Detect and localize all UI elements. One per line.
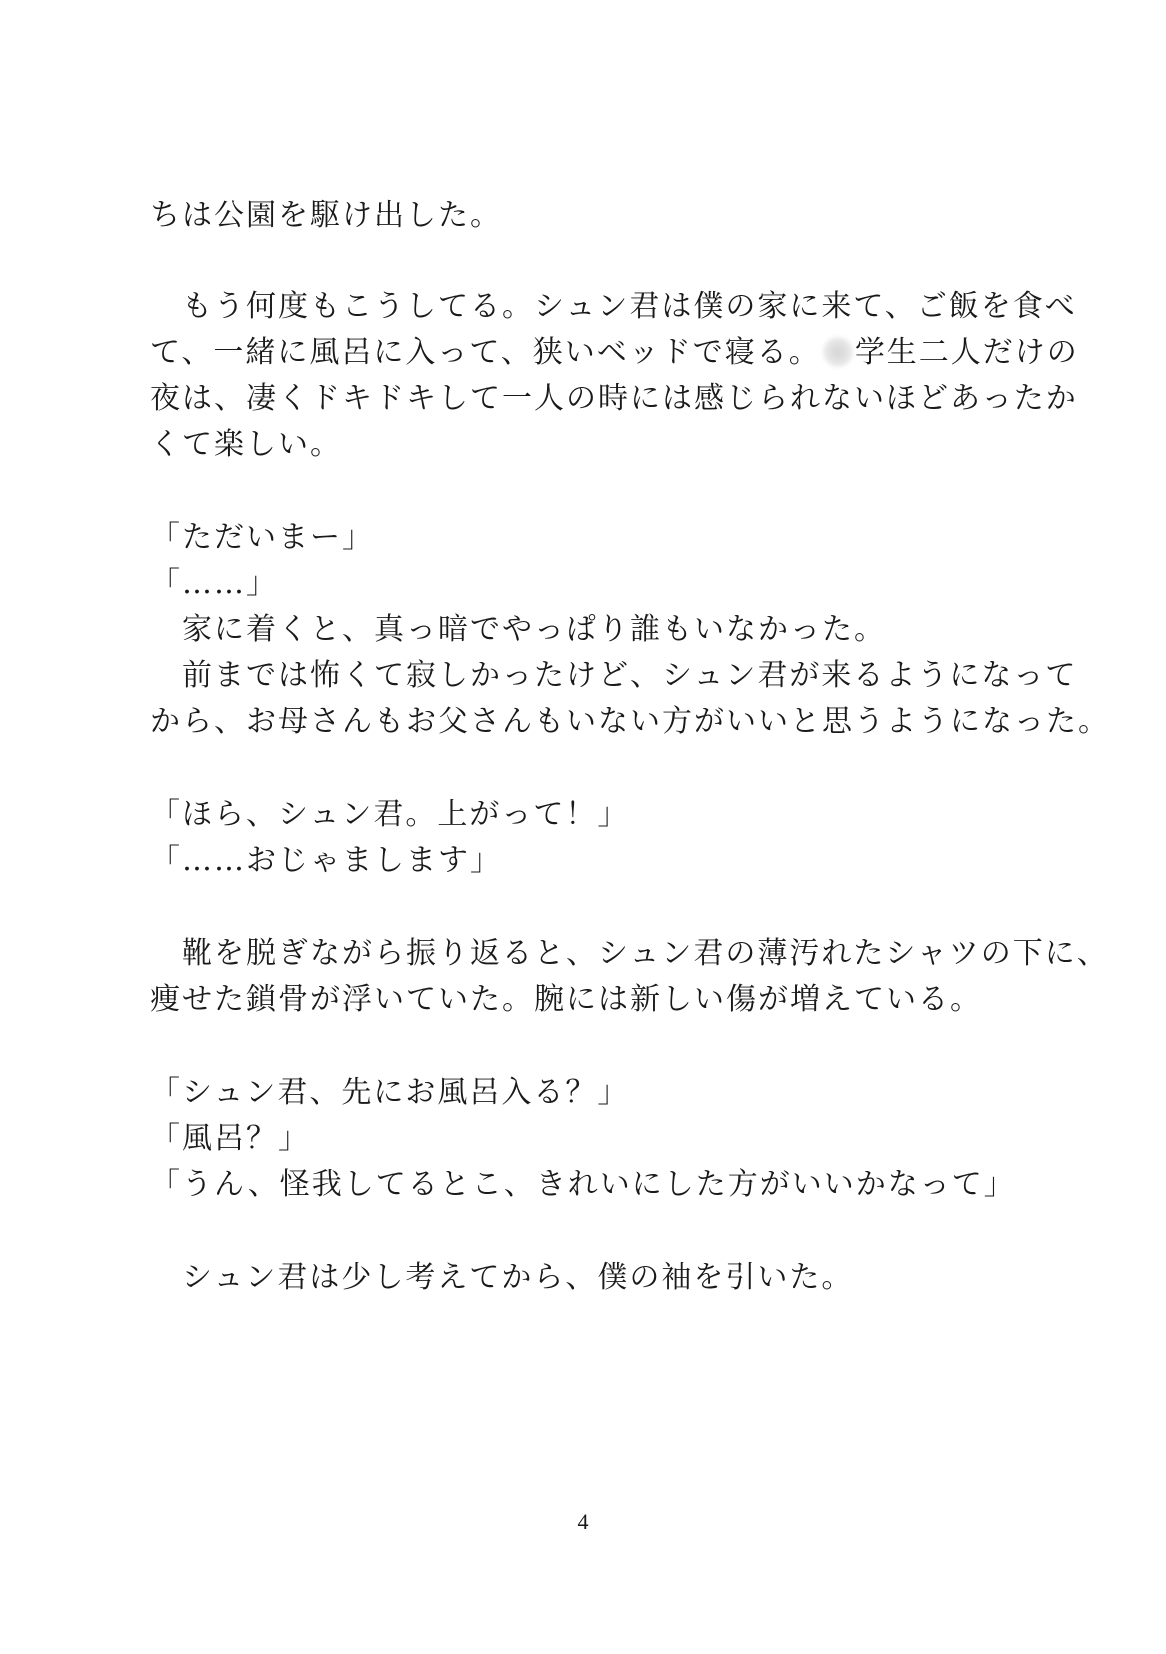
text-line: 靴を脱ぎながら振り返ると、シュン君の薄汚れたシャツの下に、 [150,936,1109,971]
page-number: 4 [577,1509,589,1534]
dialogue-line: 「風呂？」 [150,1121,310,1156]
dialogue-line: 「ほら、シュン君。上がって！」 [150,797,630,832]
text-line: から、お母さんもお父さんもいない方がいいと思うようになった。 [150,704,1110,739]
text-line: 夜は、凄くドキドキして一人の時には感じられないほどあったか [150,381,1078,416]
text-segment: 学生二人だけの [854,335,1079,370]
dialogue-line: 「……」 [150,566,278,601]
blurred-redaction [823,337,853,367]
text-line: シュン君は少し考えてから、僕の袖を引いた。 [150,1260,854,1295]
text-line: 痩せた鎖骨が浮いていた。腕には新しい傷が増えている。 [150,982,982,1017]
text-segment: て、一緒に風呂に入って、狭いベッドで寝る。 [150,335,821,370]
dialogue-line: 「……おじゃまします」 [150,843,502,878]
text-line: くて楽しい。 [150,427,342,462]
text-line-with-redaction [150,333,1079,373]
text-line: ちは公園を駆け出した。 [150,198,502,233]
text-line: 前までは怖くて寂しかったけど、シュン君が来るようになって [150,658,1078,693]
dialogue-line: 「うん、怪我してるとこ、きれいにした方がいいかなって」 [150,1167,1016,1202]
text-line: もう何度もこうしてる。シュン君は僕の家に来て、ご飯を食べ [150,289,1077,324]
dialogue-line: 「シュン君、先にお風呂入る？」 [150,1075,630,1110]
text-line: 家に着くと、真っ暗でやっぱり誰もいなかった。 [150,612,886,647]
dialogue-line: 「ただいまー」 [150,520,374,555]
